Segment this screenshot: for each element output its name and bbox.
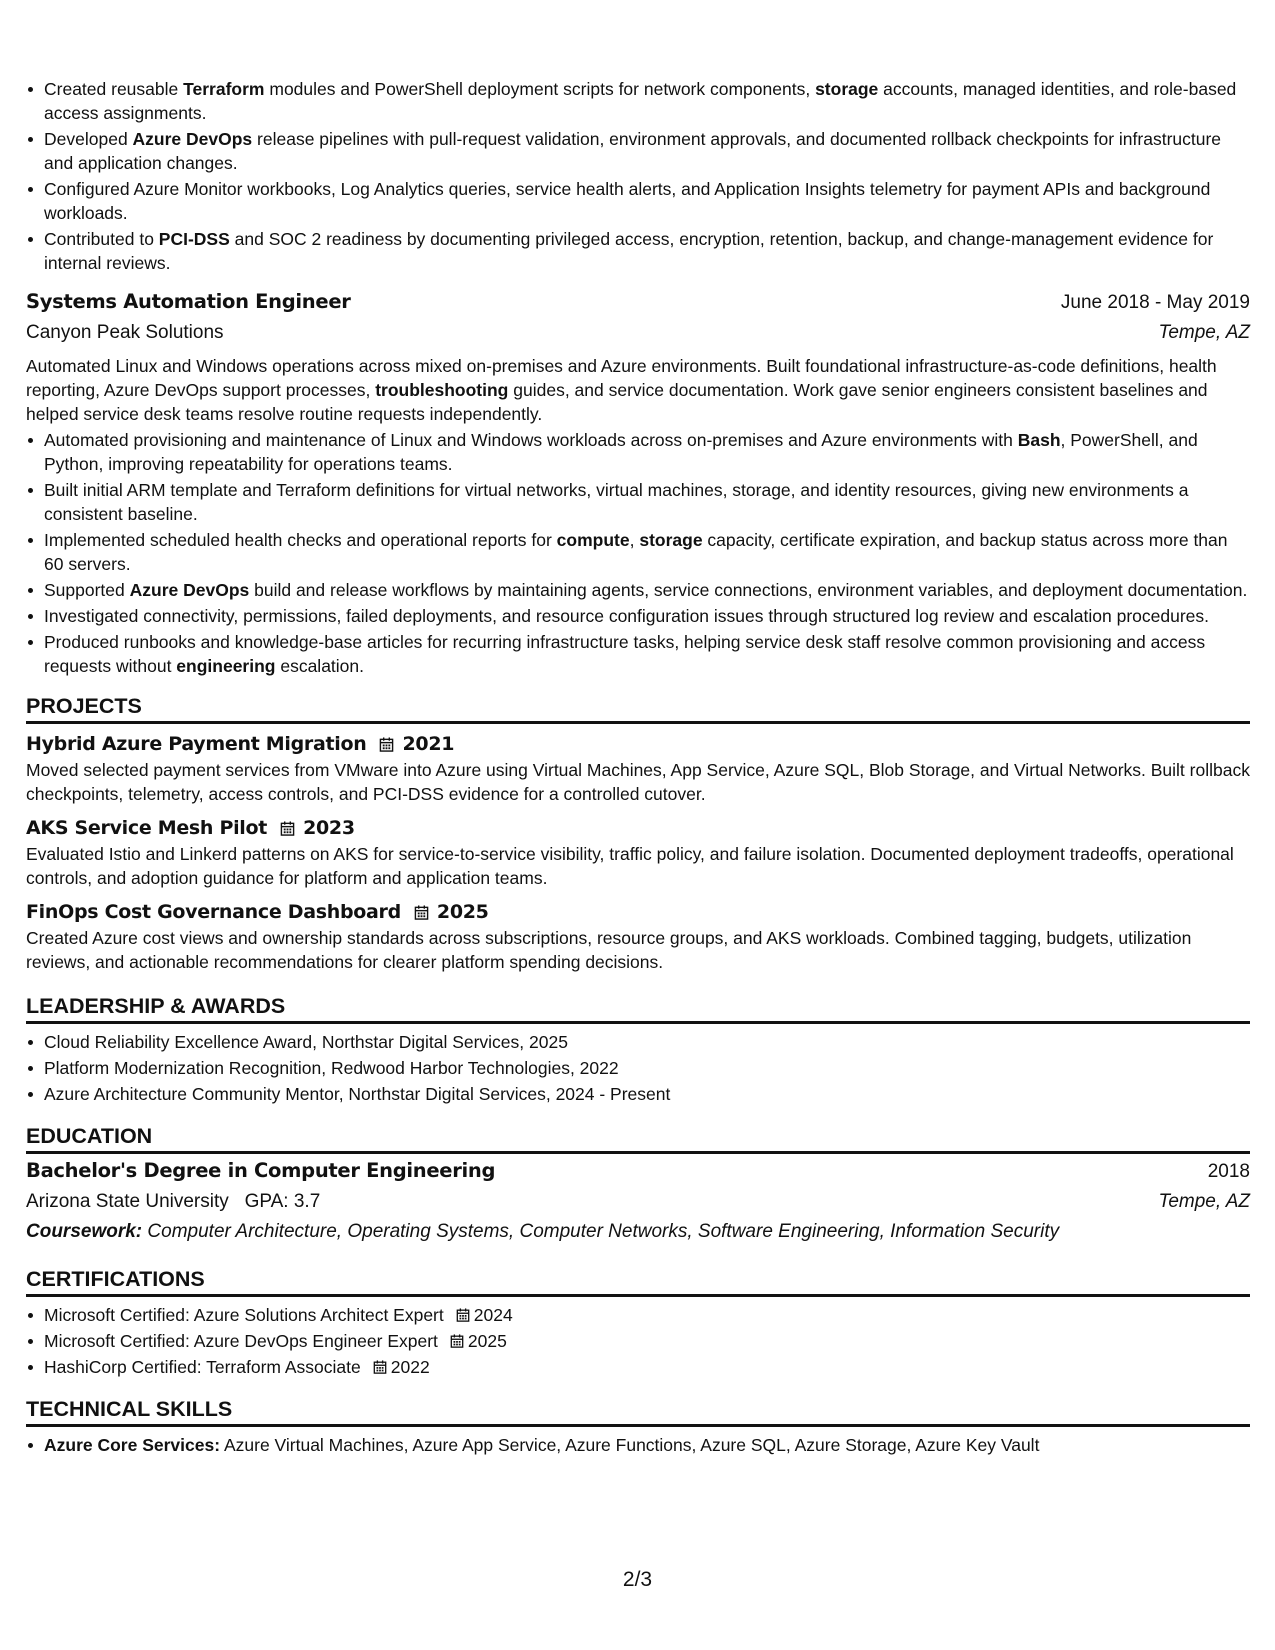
list-item: Cloud Reliability Excellence Award, Northstar Digital Services, 2025 <box>26 1030 1250 1054</box>
section-heading-skills: TECHNICAL SKILLS <box>26 1395 1250 1427</box>
calendar-icon <box>379 737 394 752</box>
job-bullet-list <box>26 428 1250 678</box>
list-item: Microsoft Certified: Azure DevOps Engineer Expert 2025 <box>26 1329 1250 1353</box>
calendar-icon <box>373 1360 387 1374</box>
list-item: Developed Azure DevOps release pipelines with pull-request validation, environment approvals, and documented rollback checkpoints for infrastructure and application changes. <box>26 127 1250 175</box>
certifications-list <box>26 1303 1250 1379</box>
project-description: Created Azure cost views and ownership standards across subscriptions, resource groups, and AKS workloads. Combined tagging, budgets, utilization reviews, and actionable recommendations for clearer platform spending decisions. <box>26 928 1192 972</box>
list-item: Built initial ARM template and Terraform definitions for virtual networks, virtual machines, storage, and identity resources, giving new environments a consistent baseline. <box>26 478 1250 526</box>
school-name: Arizona State University <box>26 1191 229 1212</box>
list-item: HashiCorp Certified: Terraform Associate 2022 <box>26 1355 1250 1379</box>
coursework-list: Computer Architecture, Operating Systems, Computer Networks, Software Engineering, Information Security <box>147 1221 1060 1242</box>
coursework <box>26 1217 1250 1247</box>
job-summary: Automated Linux and Windows operations across mixed on-premises and Azure environments. Built foundational infrastructure-as-code definitions, health reporting, Azure DevOps support processes, troubleshooting guides, and service documentation. Work gave senior engineers consistent baselines and helped service desk teams resolve routine requests independently. <box>26 356 1217 424</box>
page-number: 2/3 <box>622 1568 653 1591</box>
section-heading-leadership: LEADERSHIP & AWARDS <box>26 992 1250 1024</box>
project-entry <box>26 814 1250 890</box>
education-header <box>26 1156 1250 1187</box>
skills-list <box>26 1433 1250 1457</box>
project-title: Hybrid Azure Payment Migration 2021 <box>26 733 455 755</box>
job-dates: June 2018 - May 2019 <box>1060 292 1250 313</box>
top-bullet-list <box>26 77 1250 275</box>
calendar-icon <box>450 1334 464 1348</box>
section-heading-education: EDUCATION <box>26 1122 1250 1154</box>
education-subheader <box>26 1187 1250 1217</box>
gpa: GPA: 3.7 <box>244 1191 321 1212</box>
job-subheader <box>26 318 1250 348</box>
job-company: Canyon Peak Solutions <box>26 322 224 343</box>
project-description: Moved selected payment services from VMware into Azure using Virtual Machines, App Service, Azure SQL, Blob Storage, and Virtual Networks. Built rollback checkpoints, telemetry, access controls, and PCI-DSS evidence for a controlled cutover. <box>26 760 1250 804</box>
list-item: Investigated connectivity, permissions, failed deployments, and resource configuration issues through structured log review and escalation procedures. <box>26 604 1250 628</box>
job-entry <box>26 287 1250 678</box>
section-heading-certifications: CERTIFICATIONS <box>26 1265 1250 1297</box>
job-location: Tempe, AZ <box>1158 322 1250 343</box>
school-location: Tempe, AZ <box>1158 1191 1250 1212</box>
list-item: Produced runbooks and knowledge-base articles for recurring infrastructure tasks, helping service desk staff resolve common provisioning and access requests without engineering escalation. <box>26 630 1250 678</box>
skill-values: Azure Virtual Machines, Azure App Service, Azure Functions, Azure SQL, Azure Storage, Azure Key Vault <box>220 1435 1040 1455</box>
project-title: FinOps Cost Governance Dashboard 2025 <box>26 901 489 923</box>
calendar-icon <box>456 1308 470 1322</box>
project-entry <box>26 898 1250 974</box>
degree-title: Bachelor's Degree in Computer Engineering <box>26 1159 496 1182</box>
job-header <box>26 287 1250 318</box>
list-item: Created reusable Terraform modules and PowerShell deployment scripts for network components, storage accounts, managed identities, and role-based access assignments. <box>26 77 1250 125</box>
list-item: Configured Azure Monitor workbooks, Log Analytics queries, service health alerts, and Application Insights telemetry for payment APIs and background workloads. <box>26 177 1250 225</box>
calendar-icon <box>280 821 295 836</box>
education-entry <box>26 1156 1250 1247</box>
resume-page <box>26 0 1250 1459</box>
list-item: Contributed to PCI-DSS and SOC 2 readiness by documenting privileged access, encryption, retention, backup, and change-management evidence for internal reviews. <box>26 227 1250 275</box>
project-title: AKS Service Mesh Pilot 2023 <box>26 817 355 839</box>
list-item <box>26 1433 1250 1457</box>
school-line <box>26 1187 320 1217</box>
skill-category: Azure Core Services: <box>44 1435 221 1455</box>
leadership-list <box>26 1030 1250 1106</box>
coursework-label: Coursework: <box>26 1221 143 1242</box>
project-entry <box>26 730 1250 806</box>
section-heading-projects: PROJECTS <box>26 692 1250 724</box>
project-description: Evaluated Istio and Linkerd patterns on AKS for service-to-service visibility, traffic policy, and failure isolation. Documented deployment tradeoffs, operational controls, and adoption guidance for platform and application teams. <box>26 844 1234 888</box>
list-item: Microsoft Certified: Azure Solutions Architect Expert 2024 <box>26 1303 1250 1327</box>
job-title: Systems Automation Engineer <box>26 290 351 313</box>
list-item: Implemented scheduled health checks and operational reports for compute, storage capacity, certificate expiration, and backup status across more than 60 servers. <box>26 528 1250 576</box>
projects-list <box>26 730 1250 974</box>
graduation-year: 2018 <box>1207 1161 1250 1182</box>
list-item: Azure Architecture Community Mentor, Northstar Digital Services, 2024 - Present <box>26 1082 1250 1106</box>
list-item: Platform Modernization Recognition, Redwood Harbor Technologies, 2022 <box>26 1056 1250 1080</box>
list-item: Automated provisioning and maintenance of Linux and Windows workloads across on-premises and Azure environments with Bash, PowerShell, and Python, improving repeatability for operations teams. <box>26 428 1250 476</box>
calendar-icon <box>414 905 429 920</box>
list-item: Supported Azure DevOps build and release workflows by maintaining agents, service connections, environment variables, and deployment documentation. <box>26 578 1250 602</box>
